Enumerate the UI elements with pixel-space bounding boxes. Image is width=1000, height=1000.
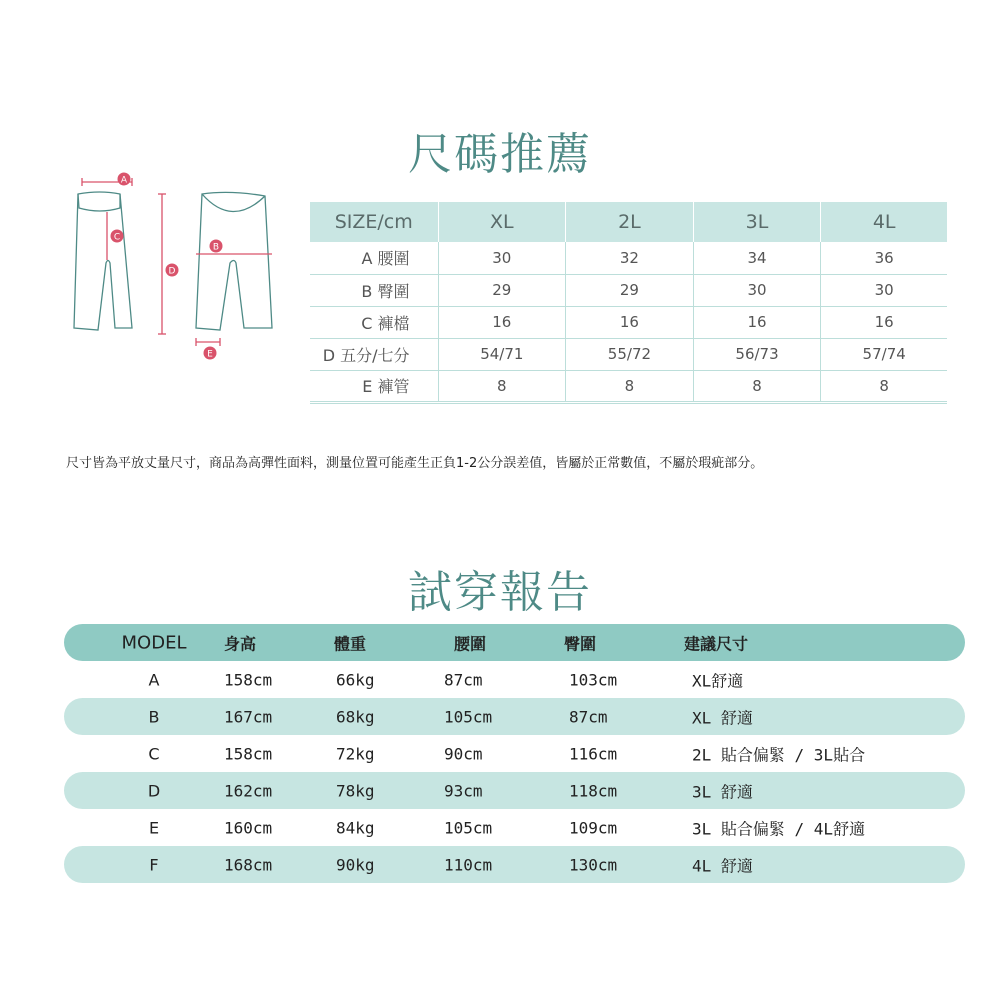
marker-b-label: B bbox=[212, 242, 220, 253]
fitting-report-table bbox=[64, 624, 965, 883]
row-label: A 腰圍 bbox=[310, 242, 438, 274]
size-value: 57/74 bbox=[821, 338, 947, 370]
hip-cell: 109cm bbox=[569, 818, 618, 837]
hip-cell: 116cm bbox=[569, 744, 618, 763]
weight-cell: 90kg bbox=[336, 855, 375, 874]
model-cell: A bbox=[148, 670, 160, 689]
size-table bbox=[310, 202, 947, 404]
table-row bbox=[64, 661, 965, 698]
header-model: MODEL bbox=[121, 632, 187, 653]
suggest-cell: 4L 舒適 bbox=[692, 856, 753, 875]
weight-cell: 66kg bbox=[336, 670, 375, 689]
size-header-cell: 4L bbox=[821, 202, 947, 242]
waist-cell: 87cm bbox=[444, 670, 483, 689]
size-value: 16 bbox=[821, 306, 947, 338]
size-value: 36 bbox=[821, 242, 947, 274]
size-value: 32 bbox=[566, 242, 694, 274]
header-suggest: 建議尺寸 bbox=[684, 634, 749, 653]
row-label: C 褲檔 bbox=[310, 306, 438, 338]
model-cell: B bbox=[148, 707, 160, 726]
size-header-cell: XL bbox=[438, 202, 566, 242]
size-table-header-row bbox=[310, 202, 947, 242]
size-value: 30 bbox=[693, 274, 821, 306]
size-value: 16 bbox=[693, 306, 821, 338]
header-hip: 臀圍 bbox=[564, 634, 597, 653]
model-cell: C bbox=[148, 744, 160, 763]
height-cell: 158cm bbox=[224, 670, 273, 689]
size-value: 16 bbox=[438, 306, 566, 338]
hip-cell: 118cm bbox=[569, 781, 618, 800]
size-section-title: 尺碼推薦 bbox=[408, 129, 592, 180]
size-value: 56/73 bbox=[693, 338, 821, 370]
header-weight: 體重 bbox=[334, 634, 367, 653]
size-value: 8 bbox=[821, 370, 947, 402]
suggest-cell: XL舒適 bbox=[692, 671, 744, 690]
size-header-cell: 3L bbox=[693, 202, 821, 242]
size-value: 30 bbox=[821, 274, 947, 306]
waist-cell: 110cm bbox=[444, 855, 493, 874]
table-row bbox=[64, 735, 965, 772]
size-value: 54/71 bbox=[438, 338, 566, 370]
waist-cell: 93cm bbox=[444, 781, 483, 800]
table-row bbox=[310, 338, 947, 370]
weight-cell: 84kg bbox=[336, 818, 375, 837]
size-value: 34 bbox=[693, 242, 821, 274]
size-value: 29 bbox=[566, 274, 694, 306]
model-cell: E bbox=[148, 818, 160, 837]
size-value: 16 bbox=[566, 306, 694, 338]
table-row bbox=[64, 809, 965, 846]
header-waist: 腰圍 bbox=[454, 634, 487, 653]
row-label: E 褲管 bbox=[310, 370, 438, 402]
size-header-cell: SIZE/cm bbox=[310, 202, 438, 242]
weight-cell: 78kg bbox=[336, 781, 375, 800]
height-cell: 158cm bbox=[224, 744, 273, 763]
marker-c-label: C bbox=[113, 232, 121, 243]
hip-cell: 103cm bbox=[569, 670, 618, 689]
waist-cell: 90cm bbox=[444, 744, 483, 763]
report-section-title: 試穿報告 bbox=[408, 567, 592, 618]
report-header-row bbox=[64, 624, 965, 661]
height-cell: 167cm bbox=[224, 707, 273, 726]
header-height: 身高 bbox=[224, 634, 257, 653]
weight-cell: 68kg bbox=[336, 707, 375, 726]
size-value: 8 bbox=[438, 370, 566, 402]
size-value: 8 bbox=[566, 370, 694, 402]
table-row bbox=[310, 370, 947, 402]
height-cell: 168cm bbox=[224, 855, 273, 874]
height-cell: 160cm bbox=[224, 818, 273, 837]
waist-cell: 105cm bbox=[444, 818, 493, 837]
weight-cell: 72kg bbox=[336, 744, 375, 763]
hip-cell: 87cm bbox=[569, 707, 608, 726]
suggest-cell: XL 舒適 bbox=[692, 708, 753, 727]
height-cell: 162cm bbox=[224, 781, 273, 800]
size-value: 55/72 bbox=[566, 338, 694, 370]
size-header-cell: 2L bbox=[566, 202, 694, 242]
pants-measurement-diagram bbox=[60, 168, 300, 368]
measurement-note: 尺寸皆為平放丈量尺寸，商品為高彈性面料，測量位置可能產生正負1-2公分誤差值，皆屬於正常數值，不屬於瑕疵部分。 bbox=[66, 456, 764, 471]
row-label: B 臀圍 bbox=[310, 274, 438, 306]
suggest-cell: 2L 貼合偏緊 / 3L貼合 bbox=[692, 745, 866, 764]
table-row bbox=[64, 772, 965, 809]
marker-a-label: A bbox=[120, 175, 128, 186]
suggest-cell: 3L 舒適 bbox=[692, 782, 753, 801]
hip-cell: 130cm bbox=[569, 855, 618, 874]
marker-e-label: E bbox=[207, 349, 213, 360]
size-value: 8 bbox=[693, 370, 821, 402]
model-cell: F bbox=[149, 855, 159, 874]
waist-cell: 105cm bbox=[444, 707, 493, 726]
size-value: 30 bbox=[438, 242, 566, 274]
table-row bbox=[310, 274, 947, 306]
row-label: D 五分/七分 bbox=[310, 338, 438, 370]
table-row bbox=[310, 242, 947, 274]
suggest-cell: 3L 貼合偏緊 / 4L舒適 bbox=[692, 819, 866, 838]
table-row bbox=[310, 306, 947, 338]
table-row bbox=[64, 846, 965, 883]
marker-d-label: D bbox=[168, 266, 176, 277]
size-value: 29 bbox=[438, 274, 566, 306]
model-cell: D bbox=[147, 781, 161, 800]
table-row bbox=[64, 698, 965, 735]
